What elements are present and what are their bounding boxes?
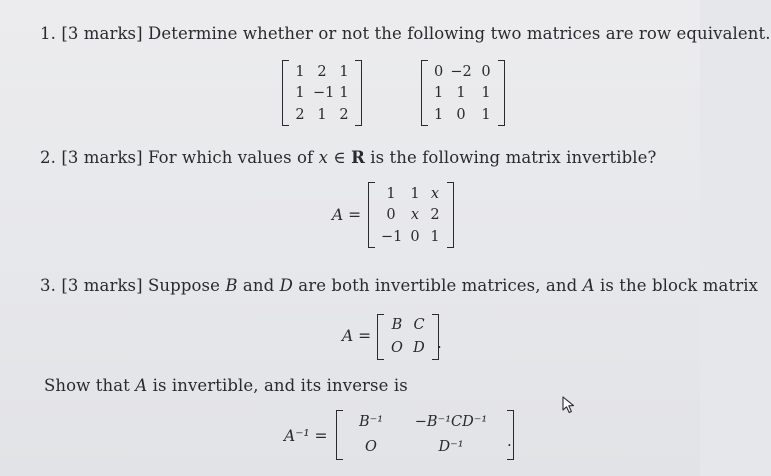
matrix-grid: [289, 60, 355, 126]
q3-and: and: [242, 276, 275, 295]
q3-show-text-2: is invertible, and its inverse is: [152, 376, 408, 395]
q2-matrix-cell: 0: [410, 228, 420, 245]
q3-block-punct: .: [437, 334, 442, 352]
matrix-grid: [428, 60, 498, 126]
q3-inv_block-cell: D⁻¹: [438, 438, 464, 455]
q3-D: D: [279, 276, 293, 295]
mouse-pointer-icon: [562, 396, 578, 414]
q1-matrix-1: [282, 60, 362, 126]
q3-inv_block-cell: B⁻¹: [358, 414, 384, 430]
q3-block-lhs: A =: [342, 327, 372, 345]
q2-matrix-cell: −1: [381, 228, 403, 245]
q2-text-after: is the following matrix invertible?: [370, 148, 657, 167]
q3-show-line: [44, 376, 408, 395]
matrix-grid: [375, 182, 447, 248]
right-bracket: [498, 60, 505, 126]
q1-matrix-2: [421, 60, 505, 126]
q1-number: 1.: [40, 24, 56, 43]
q1-matrix1-cell: 2: [295, 106, 305, 123]
q3-marks: [3 marks]: [61, 276, 143, 295]
matrix-grid: [384, 314, 432, 360]
q3-A: A: [582, 276, 595, 295]
q2-lhs: A =: [332, 206, 362, 224]
q1-matrix1-cell: 1: [339, 85, 349, 102]
left-bracket: [282, 60, 289, 126]
q2-marks: [3 marks]: [61, 148, 143, 167]
q1-matrix1-cell: 1: [295, 64, 305, 80]
q2-matrix-cell: x: [410, 207, 420, 224]
q3-inverse-punct: .: [507, 432, 512, 450]
q2-number: 2.: [40, 148, 56, 167]
q3-show-text-1: Show that: [44, 376, 130, 395]
q2-matrix-cell: 1: [430, 228, 440, 245]
q1-matrix2-cell: 1: [481, 106, 491, 123]
q2-matrix-cell: 0: [386, 207, 396, 224]
q1-matrix2-cell: 1: [481, 85, 491, 102]
q1-matrix1-cell: −1: [313, 85, 335, 102]
q1-matrix1-cell: 1: [295, 85, 305, 102]
question-3: [40, 276, 758, 295]
q1-matrix1-cell: 2: [317, 64, 327, 80]
q3-text-2: are both invertible matrices, and: [298, 276, 578, 295]
q1-matrix1-cell: 1: [317, 106, 327, 123]
q1-matrix2-cell: 0: [456, 106, 466, 123]
q3-inv_block-cell: O: [365, 438, 377, 455]
q2-text-before: For which values of: [148, 148, 314, 167]
q2-var: x: [318, 148, 329, 167]
left-bracket: [377, 314, 384, 360]
q3-inv_block-cell: −B⁻¹CD⁻¹: [414, 414, 488, 430]
right-bracket: [447, 182, 454, 248]
q3-text-3: is the block matrix: [599, 276, 758, 295]
left-bracket: [368, 182, 375, 248]
q3-block-cell: O: [391, 339, 403, 356]
q1-matrix2-cell: 1: [434, 85, 444, 102]
q2-in-symbol: ∈: [333, 148, 346, 167]
q3-block-cell: B: [391, 317, 403, 333]
q2-matrix-cell: x: [430, 186, 440, 202]
question-2: [40, 148, 656, 167]
q1-matrix2-cell: 0: [481, 64, 491, 80]
q1-marks: [3 marks]: [61, 24, 143, 43]
question-1: [40, 24, 771, 43]
q1-matrix2-cell: 1: [456, 85, 466, 102]
q2-matrix-cell: 2: [430, 207, 440, 224]
q1-matrix2-cell: −2: [450, 64, 472, 80]
q1-text: Determine whether or not the following two matrices are row equivalent.: [148, 24, 771, 43]
q3-show-A: A: [135, 376, 148, 395]
left-bracket: [336, 410, 343, 460]
left-bracket: [421, 60, 428, 126]
q2-matrix: [368, 182, 454, 248]
q3-B: B: [225, 276, 238, 295]
right-bracket: [355, 60, 362, 126]
q3-block-matrix: [377, 314, 439, 360]
matrix-grid: [343, 410, 507, 460]
q2-matrix-cell: 1: [410, 186, 420, 202]
q3-block-cell: C: [413, 317, 425, 333]
q1-matrix1-cell: 2: [339, 106, 349, 123]
q3-block-cell: D: [413, 339, 425, 356]
q3-inverse-matrix: [336, 410, 514, 460]
q3-inverse-lhs: A⁻¹ =: [284, 427, 328, 445]
q3-text-1: Suppose: [148, 276, 220, 295]
q1-matrix1-cell: 1: [339, 64, 349, 80]
q1-matrix2-cell: 0: [434, 64, 444, 80]
q1-matrix2-cell: 1: [434, 106, 444, 123]
q2-reals: R: [351, 148, 365, 167]
q3-number: 3.: [40, 276, 56, 295]
q2-matrix-cell: 1: [386, 186, 396, 202]
